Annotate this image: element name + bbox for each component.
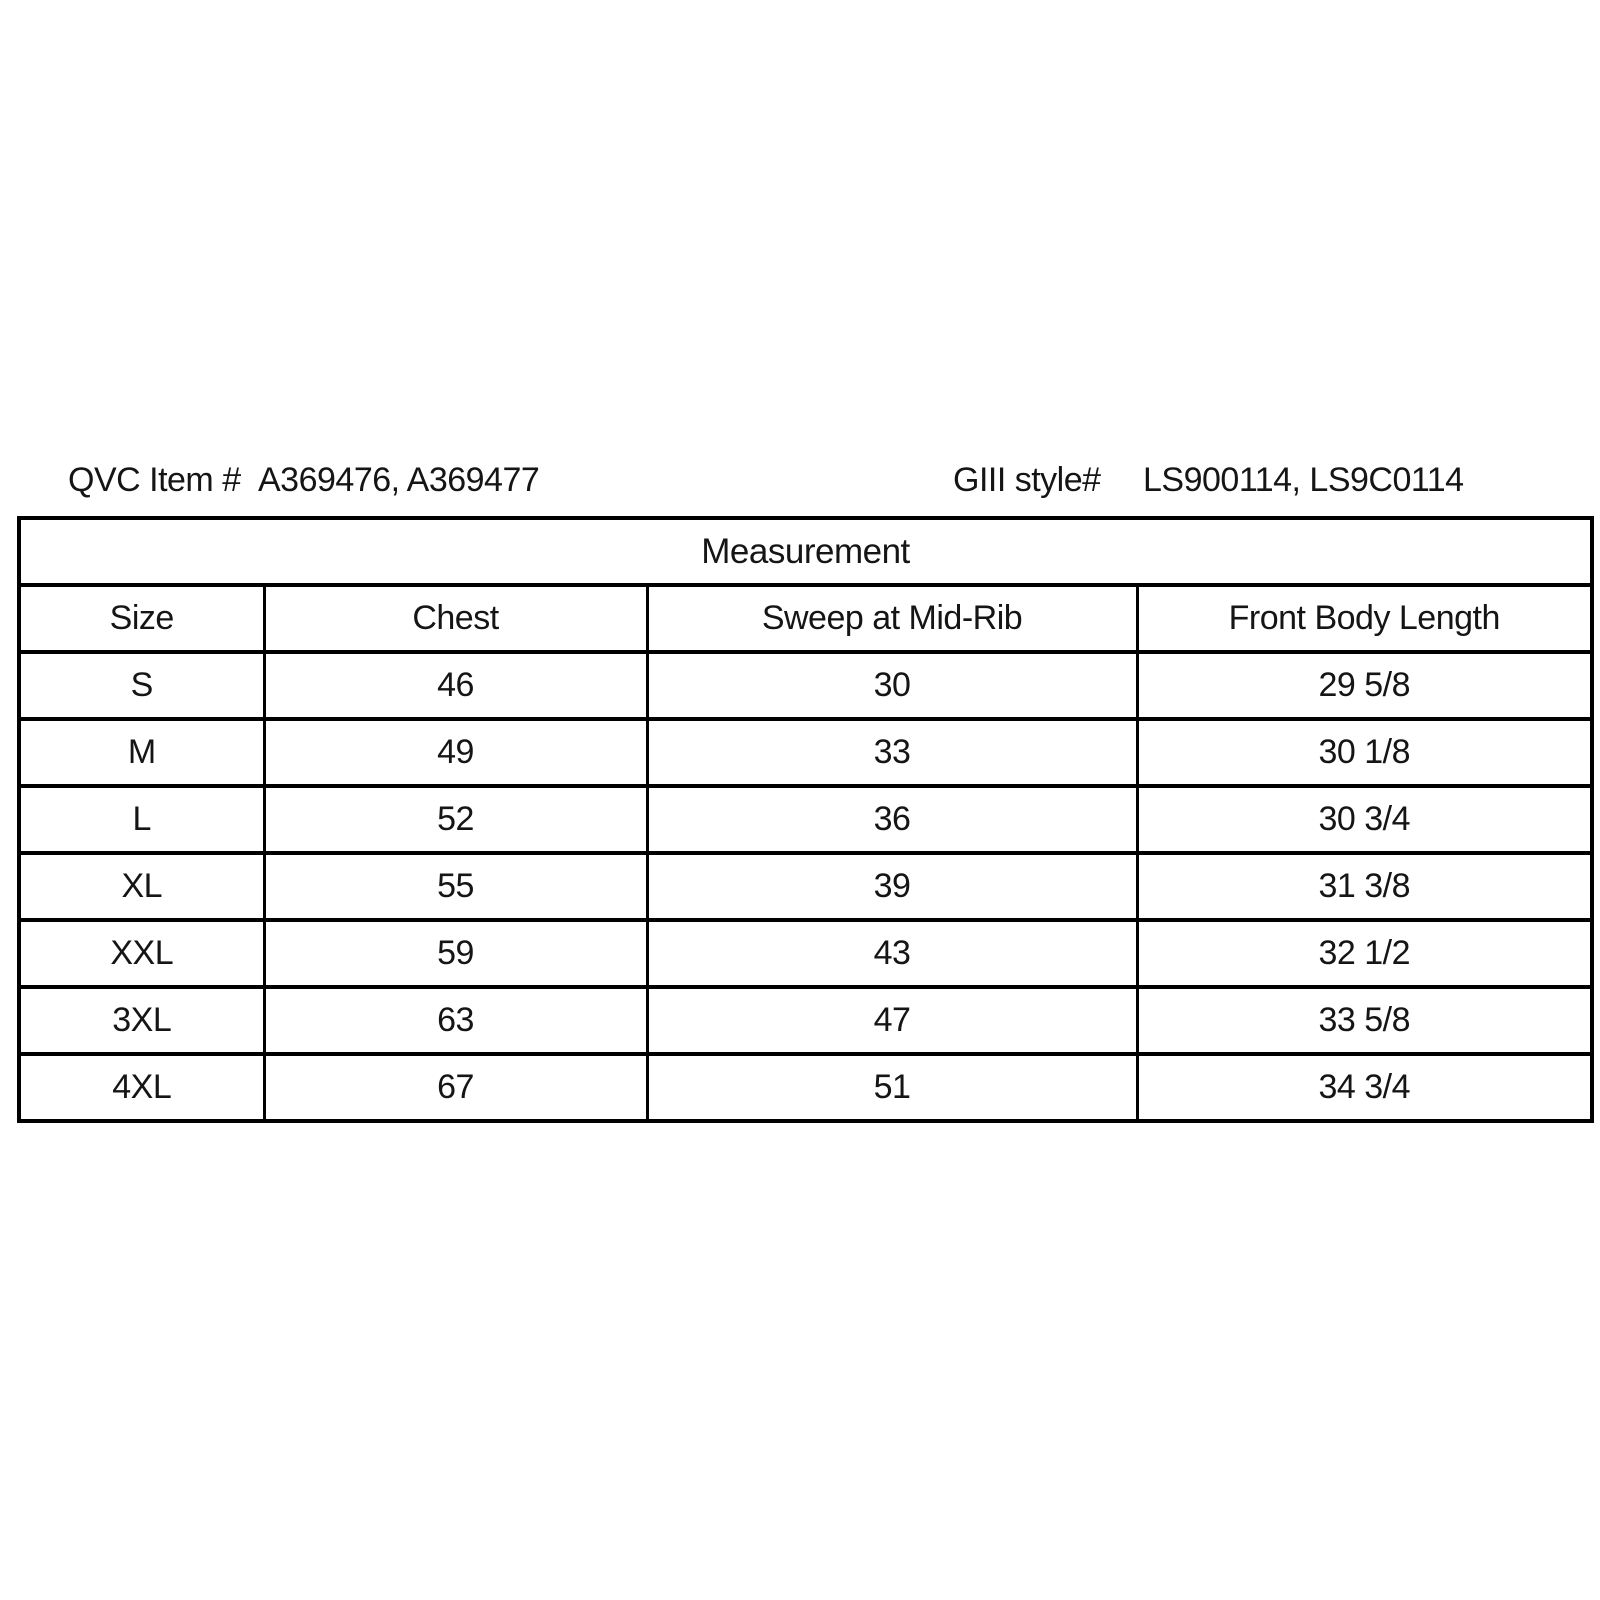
sweep-cell: 39 (647, 853, 1137, 920)
chest-cell: 52 (264, 786, 647, 853)
chest-cell: 67 (264, 1054, 647, 1121)
chest-cell: 59 (264, 920, 647, 987)
giii-style-label: GIII style# (953, 461, 1101, 499)
size-cell: 3XL (19, 987, 264, 1054)
column-header-sweep: Sweep at Mid-Rib (647, 585, 1137, 652)
size-cell: M (19, 719, 264, 786)
sweep-cell: 51 (647, 1054, 1137, 1121)
size-cell: L (19, 786, 264, 853)
sweep-cell: 47 (647, 987, 1137, 1054)
table-row (19, 786, 1592, 853)
table-row (19, 987, 1592, 1054)
table-row (19, 1054, 1592, 1121)
front-body-length-cell: 30 1/8 (1137, 719, 1592, 786)
sweep-cell: 33 (647, 719, 1137, 786)
table-title: Measurement (19, 518, 1592, 585)
column-header-chest: Chest (264, 585, 647, 652)
chest-cell: 49 (264, 719, 647, 786)
qvc-item-value: A369476, A369477 (258, 461, 540, 499)
table-row (19, 719, 1592, 786)
table-title-row (19, 518, 1592, 585)
size-cell: XXL (19, 920, 264, 987)
front-body-length-cell: 30 3/4 (1137, 786, 1592, 853)
giii-style-value: LS900114, LS9C0114 (1143, 461, 1464, 499)
column-header-size: Size (19, 585, 264, 652)
size-cell: XL (19, 853, 264, 920)
front-body-length-cell: 31 3/8 (1137, 853, 1592, 920)
chest-cell: 55 (264, 853, 647, 920)
chest-cell: 46 (264, 652, 647, 719)
front-body-length-cell: 33 5/8 (1137, 987, 1592, 1054)
front-body-length-cell: 32 1/2 (1137, 920, 1592, 987)
qvc-item-label: QVC Item # (68, 461, 241, 499)
sweep-cell: 36 (647, 786, 1137, 853)
table-row (19, 853, 1592, 920)
chest-cell: 63 (264, 987, 647, 1054)
table-row (19, 920, 1592, 987)
column-header-front-body-length: Front Body Length (1137, 585, 1592, 652)
sweep-cell: 43 (647, 920, 1137, 987)
size-cell: S (19, 652, 264, 719)
measurement-table (17, 516, 1594, 1123)
size-cell: 4XL (19, 1054, 264, 1121)
sweep-cell: 30 (647, 652, 1137, 719)
table-row (19, 652, 1592, 719)
table-header-row (19, 585, 1592, 652)
front-body-length-cell: 34 3/4 (1137, 1054, 1592, 1121)
front-body-length-cell: 29 5/8 (1137, 652, 1592, 719)
